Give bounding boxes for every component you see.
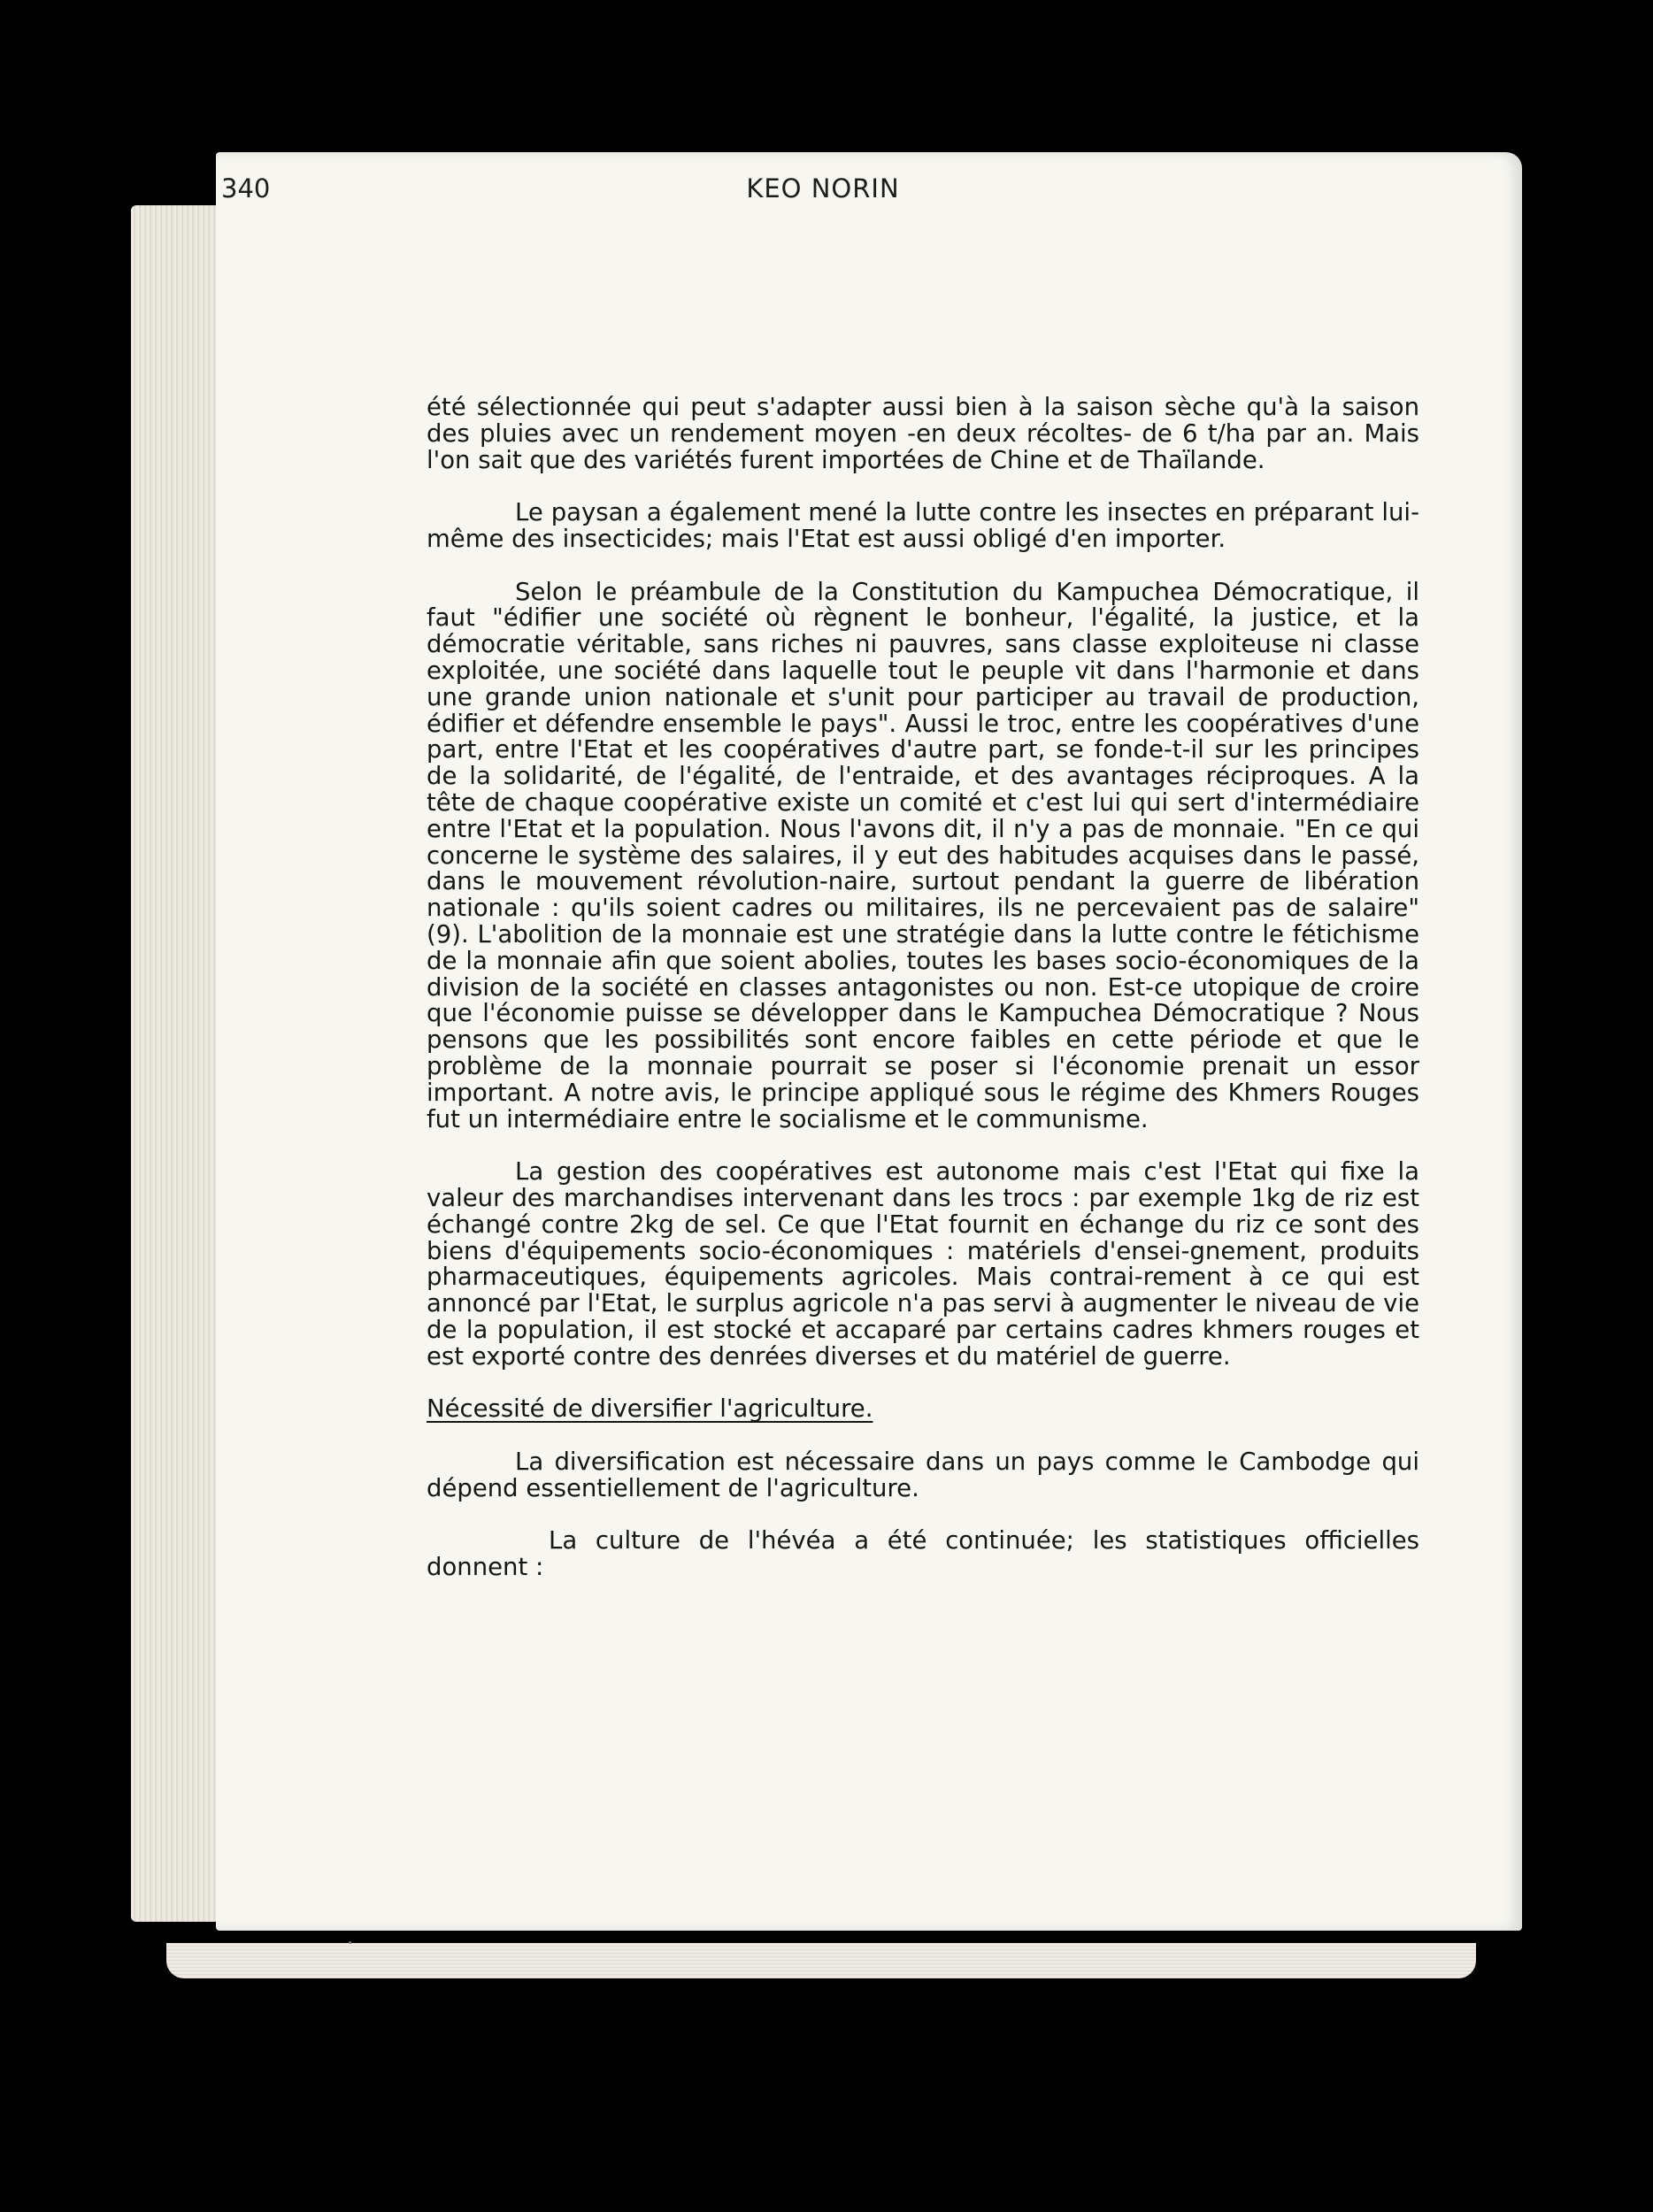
page-number: 340 bbox=[221, 173, 271, 204]
section-heading: Nécessité de diversifier l'agriculture. bbox=[427, 1394, 873, 1424]
page-edges-bottom bbox=[166, 1943, 1476, 1978]
running-head: KEO NORIN bbox=[746, 173, 900, 204]
paragraph-hevea: La culture de l'hévéa a été continuée; les statistiques officielles donnent : bbox=[427, 1526, 1419, 1582]
paragraph-insecticides: Le paysan a également mené la lutte contre les insectes en préparant lui-même des insecticides; mais l'Etat est aussi obligé d'en importer. bbox=[427, 498, 1419, 553]
page-header bbox=[221, 173, 1425, 216]
paragraph-continued: été sélectionnée qui peut s'adapter aussi bien à la saison sèche qu'à la saison des pluies avec un rendement moyen -en deux récoltes- de 6 t/ha par an. Mais l'on sait que des variétés furent importées de Chine et de Thaïlande. bbox=[427, 393, 1419, 474]
dust-mark bbox=[349, 1941, 351, 1944]
page-body bbox=[427, 395, 1419, 1608]
paragraph-gestion: La gestion des coopératives est autonome mais c'est l'Etat qui fixe la valeur des marchandises intervenant dans les trocs : par exemple 1kg de riz est échangé contre 2kg de sel. Ce que l'Etat fournit en échange du riz ce sont des biens d'équipements socio-économiques : matériels d'ensei-gnement, produits pharmaceutiques, équipements agricoles. Mais contrai-rement à ce qui est annoncé par l'Etat, le surplus agricole n'a pas servi à augmenter le niveau de vie de la population, il est stocké et accaparé par certains cadres khmers rouges et est exporté contre des denrées diverses et du matériel de guerre. bbox=[427, 1157, 1419, 1371]
paragraph-constitution: Selon le préambule de la Constitution du Kampuchea Démocratique, il faut "édifier une société où règnent le bonheur, l'égalité, la justice, et la démocratie véritable, sans riches ni pauvres, sans classe exploiteuse ni classe exploitée, une société dans laquelle tout le peuple vit dans l'harmonie et dans une grande union nationale et s'unit pour participer au travail de production, édifier et défendre ensemble le pays". Aussi le troc, entre les coopératives d'une part, entre l'Etat et les coopératives d'autre part, se fonde-t-il sur les principes de la solidarité, de l'égalité, de l'entraide, et des avantages réciproques. A la tête de chaque coopérative existe un comité et c'est lui qui sert d'intermédiaire entre l'Etat et la population. Nous l'avons dit, il n'y a pas de monnaie. "En ce qui concerne le système des salaires, il y eut des habitudes acquises dans le passé, dans le mouvement révolution-naire, surtout pendant la guerre de libération nationale : qu'ils soient cadres ou militaires, ils ne percevaient pas de salaire" (9). L'abolition de la monnaie est une stratégie dans la lutte contre le fétichisme de la monnaie afin que soient abolies, toutes les bases socio-économiques de la division de la société en classes antagonistes ou non. Est-ce utopique de croire que l'économie puisse se développer dans le Kampuchea Démocratique ? Nous pensons que les possibilités sont encore faibles en cette période et que le problème de la monnaie pourrait se poser si l'économie prenait un essor important. A notre avis, le principe appliqué sous le régime des Khmers Rouges fut un intermédiaire entre le socialisme et le communisme. bbox=[427, 577, 1419, 1133]
paragraph-diversification: La diversification est nécessaire dans un pays comme le Cambodge qui dépend essentiellement de l'agriculture. bbox=[427, 1447, 1419, 1502]
